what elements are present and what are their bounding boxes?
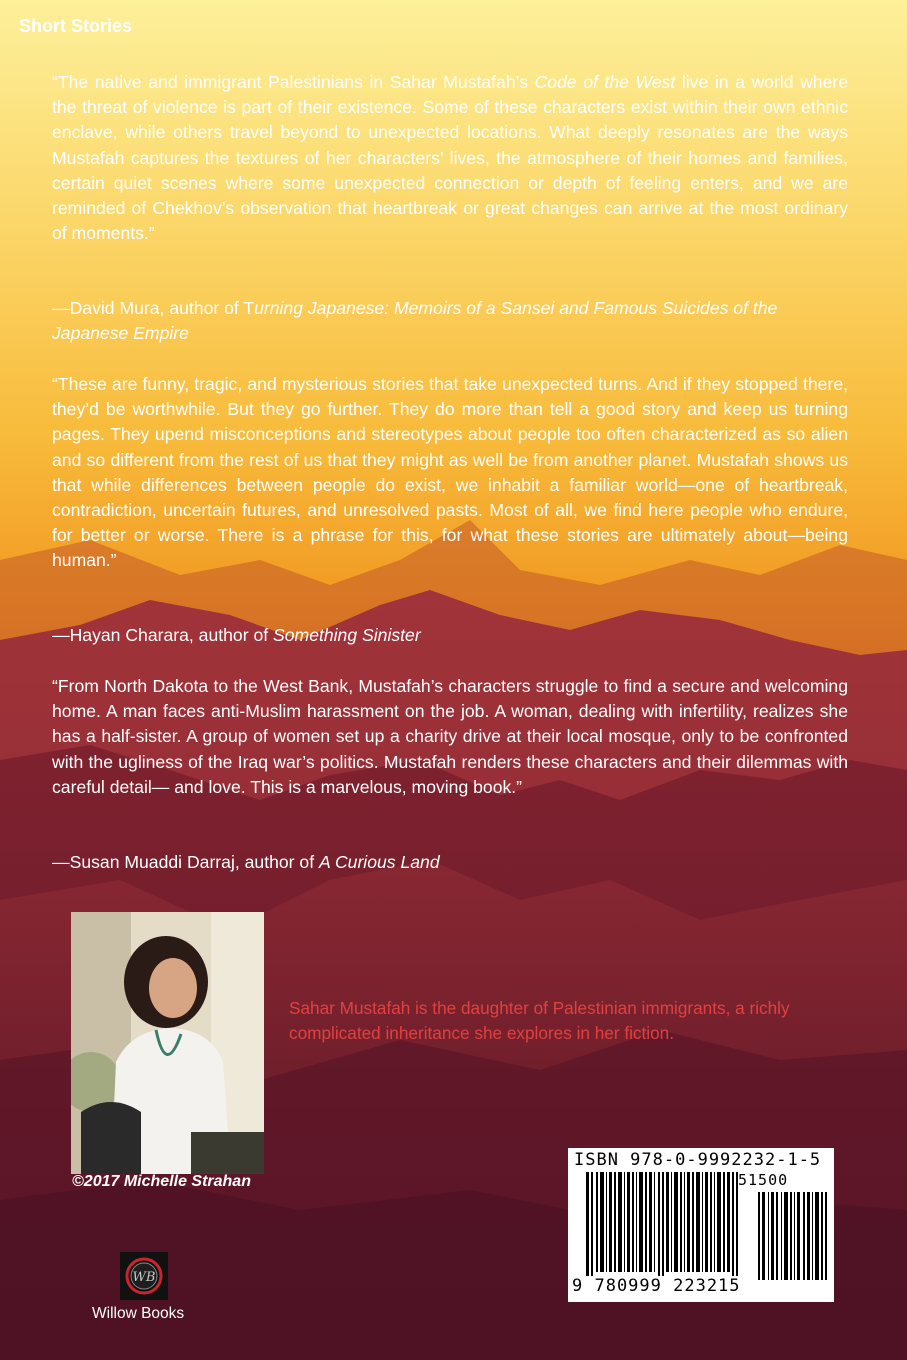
blurb-1-attribution-title: urning Japanese: Memoirs of a Sansei and Famous Suicides of the Japanese Empire xyxy=(52,298,778,344)
photo-credit: ©2017 Michelle Strahan xyxy=(72,1173,251,1190)
publisher-name: Willow Books xyxy=(92,1305,185,1322)
blurb-1-quote-pre: “The native and immigrant Palestinians in Sahar Mustafah’s xyxy=(52,72,535,92)
blurb-1-quote-post: live in a world where the threat of violence is part of their existence. Some of these characters exist within their own ethnic enclave, while others travel beyond to unexpected locations. What deeply resonates are the ways Mustafah captures the textures of her characters’ lives, the atmosphere of their homes and families, certain quiet scenes where some unexpected connection or depth of feeling enters, and we are reminded of Chekhov’s observation that heartbreak or great changes can arrive at the most ordinary of moments.” xyxy=(52,72,849,244)
blurb-2-attribution xyxy=(52,623,852,648)
ean-digits: 9 780999 223215 xyxy=(572,1276,741,1296)
publisher-logo xyxy=(120,1252,168,1300)
blurb-2-attribution-title: Something Sinister xyxy=(273,625,421,645)
blurb-1-attribution xyxy=(52,296,852,346)
category-label: Short Stories xyxy=(19,16,133,36)
blurb-3-attribution-prefix: —Susan Muaddi Darraj, author of xyxy=(52,852,319,872)
price-code: 51500 xyxy=(738,1171,789,1189)
blurb-3-attribution-title: A Curious Land xyxy=(318,852,440,872)
blurb-1-quote-title: Code of the West xyxy=(534,72,676,92)
blurb-3-quote: “From North Dakota to the West Bank, Mustafah’s characters struggle to find a secure and welcoming home. A man faces anti-Muslim harassment on the job. A woman, dealing with infertility, realizes she has a half-sister. A group of women set up a charity drive at their local mosque, only to be confronted with the ugliness of the Iraq war’s politics. Mustafah renders these characters and their dilemmas with careful detail— and love. This is a marvelous, moving book.” xyxy=(52,676,848,797)
blurb-1-quote xyxy=(52,70,848,246)
logo-text: WB xyxy=(132,1270,156,1285)
blurb-2-attribution-prefix: —Hayan Charara, author of xyxy=(52,625,274,645)
isbn-text: ISBN 978-0-9992232-1-5 xyxy=(574,1150,822,1170)
blurb-3-attribution xyxy=(52,850,852,875)
barcode-bars xyxy=(586,1172,746,1282)
author-bio: Sahar Mustafah is the daughter of Palestinian immigrants, a richly complicated inheritance she explores in her fiction. xyxy=(289,998,790,1043)
blurb-2-quote: “These are funny, tragic, and mysterious stories that take unexpected turns. And if they stopped there, they’d be worthwhile. But they go further. They do more than tell a good story and keep us turning pages. They upend misconceptions and stereotypes about people too often characterized as so alien and so different from the rest of us that they might as well be from another planet. Mustafah shows us that while differences between people do exist, we inhabit a familiar world—one of heartbreak, contradiction, uncertain futures, and unresolved pasts. Most of all, we find here people who endure, for better or worse. There is a phrase for this, for what these stories are ultimately about—being human.” xyxy=(52,374,848,571)
price-bars xyxy=(758,1192,828,1280)
isbn-barcode xyxy=(568,1148,834,1302)
blurb-1-attribution-prefix: —David Mura, author of T xyxy=(52,298,255,318)
author-photo xyxy=(71,912,264,1174)
